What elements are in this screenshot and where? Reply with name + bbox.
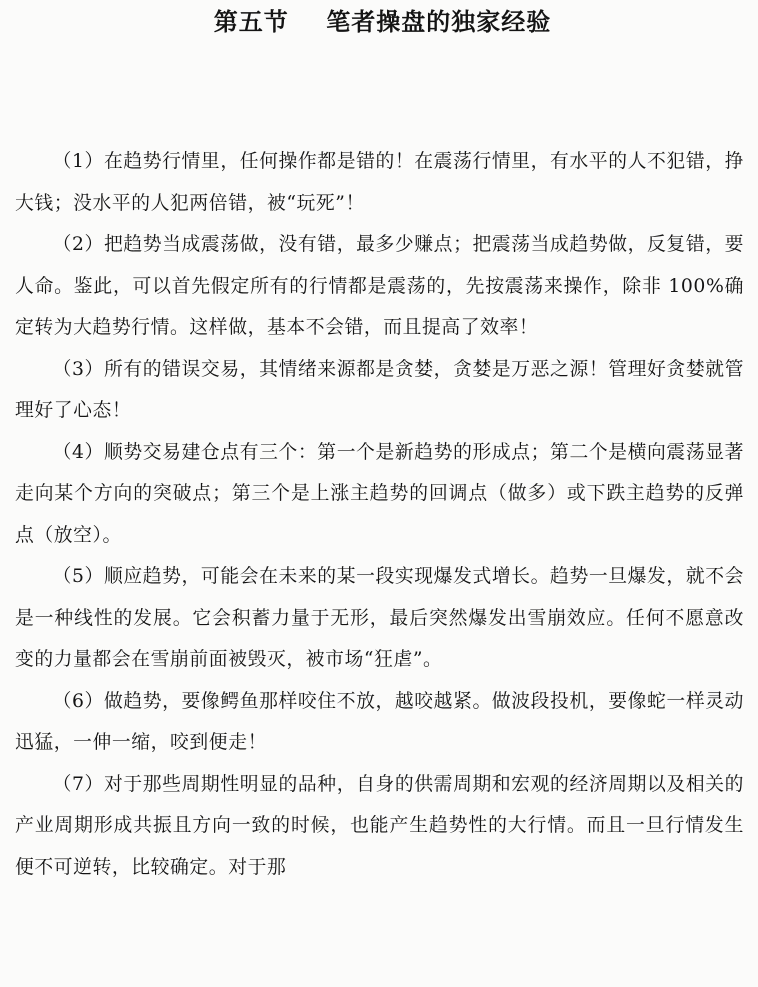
paragraph-6: （6）做趋势，要像鳄鱼那样咬住不放，越咬越紧。做波段投机，要像蛇一样灵动迅猛，一伸一缩，咬到便走！ [15,690,744,753]
paragraph-5: （5）顺应趋势，可能会在未来的某一段实现爆发式增长。趋势一旦爆发，就不会是一种线性的发展。它会积蓄力量于无形，最后突然爆发出雪崩效应。任何不愿意改变的力量都会在雪崩前面被毁灭，被市场“狂虐”。 [15,566,744,670]
paragraph-3: （3）所有的错误交易，其情绪来源都是贪婪，贪婪是万恶之源！管理好贪婪就管理好了心态！ [15,358,744,421]
paragraph-2: （2）把趋势当成震荡做，没有错，最多少赚点；把震荡当成趋势做，反复错，要人命。鉴此，可以首先假定所有的行情都是震荡的，先按震荡来操作，除非 100%确定转为大趋势行情。这样做，基本不会错，而且提高了效率！ [15,234,744,338]
paragraph-4: （4）顺势交易建仓点有三个：第一个是新趋势的形成点；第二个是横向震荡显著走向某个方向的突破点；第三个是上涨主趋势的回调点（做多）或下跌主趋势的反弹点（放空）。 [15,441,744,546]
section-title: 第五节 笔者操盘的独家经验 [213,8,552,36]
paragraph-7: （7）对于那些周期性明显的品种，自身的供需周期和宏观的经济周期以及相关的产业周期形成共振且方向一致的时候，也能产生趋势性的大行情。而且一旦行情发生便不可逆转，比较确定。对于那 [15,773,744,878]
document-body [15,141,744,888]
paragraph-1: （1）在趋势行情里，任何操作都是错的！在震荡行情里，有水平的人不犯错，挣大钱；没水平的人犯两倍错，被“玩死”！ [15,151,744,214]
